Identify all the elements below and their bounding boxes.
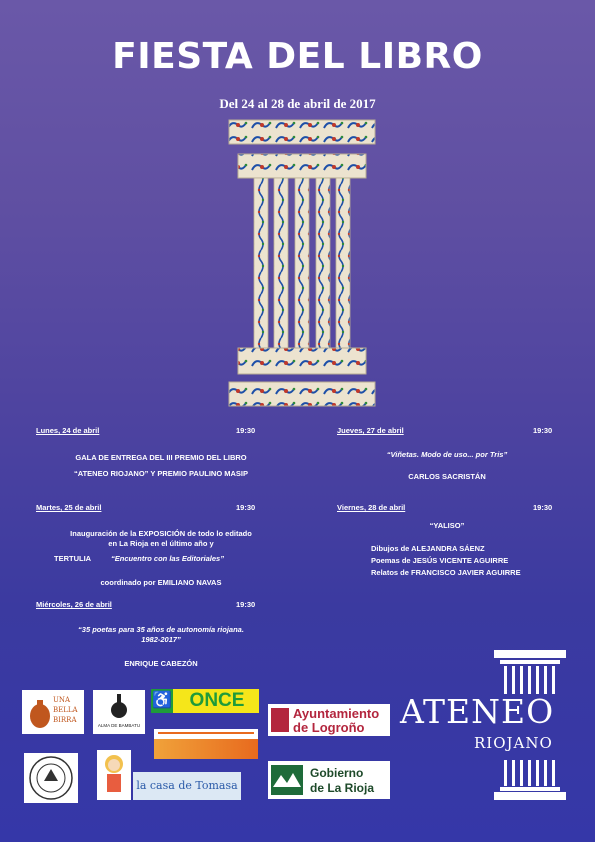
column-shaft — [295, 178, 309, 348]
gobierno-line2: de La Rioja — [310, 781, 375, 795]
girl-icon — [97, 750, 131, 800]
thursday-time: 19:30 — [533, 426, 553, 435]
wednesday-day: Miércoles, 26 de abril — [36, 600, 112, 609]
seal-icon — [24, 753, 78, 803]
una-bella-birra-logo — [22, 690, 84, 734]
ateneo-riojano-logo — [400, 692, 555, 752]
ayuntamiento-line2: de Logroño — [293, 720, 365, 735]
column-shaft — [274, 178, 288, 348]
column-capital — [238, 154, 366, 178]
monday-day: Lunes, 24 de abril — [36, 426, 100, 435]
seal-logo — [24, 753, 78, 803]
wednesday-line2: 1982-2017” — [141, 635, 181, 644]
coat-of-arms-icon — [271, 708, 289, 732]
column-bottom-tile — [229, 382, 375, 406]
monday-time: 19:30 — [236, 426, 256, 435]
accessibility-icon: ♿ — [151, 689, 173, 713]
wednesday-time: 19:30 — [236, 600, 256, 609]
wednesday-line1: “35 poetas para 35 años de autonomía riojana. — [78, 625, 244, 634]
tuesday-time: 19:30 — [236, 503, 256, 512]
column-base — [238, 348, 366, 374]
column-shaft — [254, 178, 268, 348]
monday-line2: “ATENEO RIOJANO” Y PREMIO PAULINO MASIP — [73, 469, 249, 478]
alma-de-bambatu-text: ALMA DE BAMBATU — [97, 723, 141, 728]
friday-credit2: Poemas de JESÚS VICENTE AGUIRRE — [371, 556, 509, 565]
ateneo-text: ATENEO — [400, 692, 555, 731]
ayuntamiento-logrono-logo — [268, 704, 390, 736]
monday-line1: GALA DE ENTREGA DEL III PREMIO DEL LIBRO — [75, 453, 247, 462]
column-base-icon — [494, 760, 566, 800]
ayuntamiento-line1: Ayuntamiento — [293, 706, 380, 721]
friday-day: Viernes, 28 de abril — [337, 503, 406, 512]
mountains-icon — [268, 761, 304, 799]
tuesday-line2: en La Rioja en el último año y — [108, 539, 214, 548]
column-shaft — [316, 178, 330, 348]
poster-title: FIESTA DEL LIBRO — [112, 36, 483, 77]
thursday-author: CARLOS SACRISTÁN — [408, 472, 486, 481]
event-dates: Del 24 al 28 de abril de 2017 — [219, 96, 376, 111]
thursday-day: Jueves, 27 de abril — [337, 426, 404, 435]
gobierno-la-rioja-logo — [268, 761, 390, 799]
friday-time: 19:30 — [533, 503, 553, 512]
alma-de-bambatu-logo — [93, 690, 145, 734]
painted-column-illustration — [226, 118, 378, 410]
la-casa-de-tomasa-text: la casa de Tomasa — [136, 779, 238, 792]
friday-title: “YALISO” — [429, 521, 465, 530]
tuesday-line1: Inauguración de la EXPOSICIÓN de todo lo editado — [70, 529, 252, 538]
girl-illustration-logo — [97, 750, 131, 800]
strip-logo — [154, 729, 258, 759]
gobierno-line1: Gobierno — [310, 766, 364, 780]
riojano-text: RIOJANO — [474, 734, 553, 752]
column-top-tile — [229, 120, 375, 144]
column-capital-icon — [494, 650, 566, 694]
una-bella-birra-text: UNA BELLA BIRRA — [53, 696, 78, 724]
bottle-figure-icon — [93, 690, 145, 720]
tuesday-tertulia-title: “Encuentro con las Editoriales” — [111, 554, 224, 563]
once-logo — [151, 689, 259, 713]
tuesday-day: Martes, 25 de abril — [36, 503, 102, 512]
once-text: ONCE — [189, 690, 245, 711]
column-shaft — [336, 178, 350, 348]
thursday-title: “Viñetas. Modo de uso... por Tris” — [386, 450, 508, 459]
friday-credit1: Dibujos de ALEJANDRA SÁENZ — [371, 544, 485, 553]
tuesday-tertulia-label: TERTULIA — [54, 554, 92, 563]
wednesday-author: ENRIQUE CABEZÓN — [124, 659, 198, 668]
la-casa-de-tomasa-logo — [133, 772, 241, 800]
friday-credit3: Relatos de FRANCISCO JAVIER AGUIRRE — [371, 568, 521, 577]
tuesday-coordinator: coordinado por EMILIANO NAVAS — [100, 578, 222, 587]
